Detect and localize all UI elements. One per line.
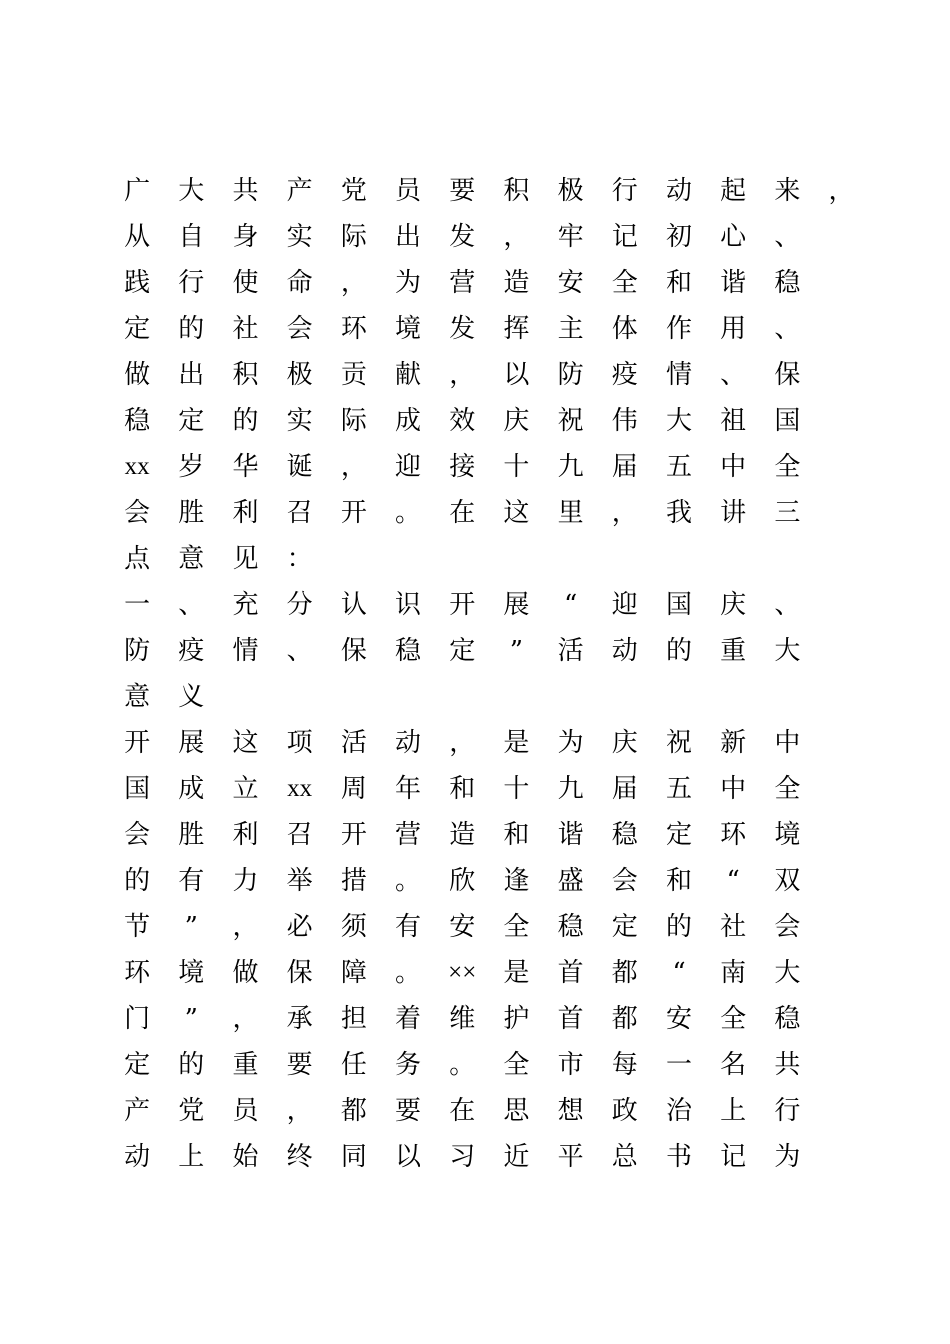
- text-char: 召: [286, 820, 313, 850]
- text-char: 在: [449, 498, 476, 528]
- text-char: 际: [340, 222, 367, 252]
- text-char: 员: [232, 1096, 259, 1126]
- text-char: 展: [178, 728, 205, 758]
- text-char: 谐: [720, 268, 747, 298]
- text-char: 见: [232, 544, 259, 574]
- text-char: 护: [503, 1004, 530, 1034]
- text-char: 境: [395, 314, 422, 344]
- text-char: 用: [720, 314, 747, 344]
- text-char: 牢: [557, 222, 584, 252]
- text-char: 九: [557, 452, 584, 482]
- text-char: 平: [557, 1142, 584, 1172]
- text-char: 门: [124, 1004, 151, 1034]
- text-char: 保: [774, 360, 801, 390]
- text-char: 盛: [557, 866, 584, 896]
- text-char: 十: [503, 774, 530, 804]
- text-line: [110, 168, 870, 214]
- text-char: 意: [124, 682, 151, 712]
- text-char: 会: [611, 866, 638, 896]
- text-char: 华: [232, 452, 259, 482]
- text-char: 上: [178, 1142, 205, 1172]
- text-char: 利: [232, 498, 259, 528]
- text-char: 迎: [611, 590, 638, 620]
- text-char: 祝: [665, 728, 692, 758]
- text-char: 在: [449, 1096, 476, 1126]
- text-char: 安: [557, 268, 584, 298]
- text-line: [110, 996, 870, 1042]
- text-line: [110, 720, 870, 766]
- text-char: 造: [503, 268, 530, 298]
- text-char: 和: [449, 774, 476, 804]
- text-char: ，: [340, 452, 367, 482]
- text-char: 和: [665, 866, 692, 896]
- text-char: 境: [774, 820, 801, 850]
- text-line: [110, 766, 870, 812]
- text-char: 欣: [449, 866, 476, 896]
- text-char: 党: [178, 1096, 205, 1126]
- text-char: 定: [611, 912, 638, 942]
- text-line: [110, 582, 870, 628]
- text-char: 里: [557, 498, 584, 528]
- text-line: [110, 628, 870, 674]
- text-char: 员: [395, 176, 422, 206]
- text-char: 心: [720, 222, 747, 252]
- text-char: 举: [286, 866, 313, 896]
- text-line: [110, 260, 870, 306]
- text-char: 岁: [178, 452, 205, 482]
- text-char: 定: [178, 406, 205, 436]
- text-char: 伟: [611, 406, 638, 436]
- text-char: 庆: [611, 728, 638, 758]
- text-char: 祖: [720, 406, 747, 436]
- text-char: 九: [557, 774, 584, 804]
- text-char: 的: [665, 636, 692, 666]
- text-char: 大: [774, 958, 801, 988]
- text-char: 、: [774, 590, 801, 620]
- text-char: 为: [395, 268, 422, 298]
- text-char: 。: [395, 866, 422, 896]
- text-char: 党: [340, 176, 367, 206]
- text-char: 的: [124, 866, 151, 896]
- text-char: 稳: [774, 1004, 801, 1034]
- text-char: 担: [340, 1004, 367, 1034]
- text-char: 稳: [124, 406, 151, 436]
- text-char: 中: [720, 452, 747, 482]
- text-char: 要: [395, 1096, 422, 1126]
- text-char: 有: [178, 866, 205, 896]
- text-char: 营: [449, 268, 476, 298]
- text-char: 措: [340, 866, 367, 896]
- text-char: 防: [557, 360, 584, 390]
- text-char: 市: [557, 1050, 584, 1080]
- text-char: ，: [503, 222, 530, 252]
- text-char: 稳: [557, 912, 584, 942]
- text-char: 发: [449, 222, 476, 252]
- text-char: 南: [720, 958, 747, 988]
- text-char: 以: [503, 360, 530, 390]
- text-char: 五: [665, 774, 692, 804]
- text-char: 重: [232, 1050, 259, 1080]
- text-char: 节: [124, 912, 151, 942]
- text-char: 社: [720, 912, 747, 942]
- text-char: 届: [611, 774, 638, 804]
- text-char: 中: [774, 728, 801, 758]
- text-char: 、: [178, 590, 205, 620]
- text-char: 环: [340, 314, 367, 344]
- text-char: 、: [774, 222, 801, 252]
- text-char: 上: [720, 1096, 747, 1126]
- text-line: [110, 904, 870, 950]
- text-char: 胜: [178, 820, 205, 850]
- text-line: [110, 674, 870, 720]
- text-char: 实: [286, 406, 313, 436]
- text-char: 国: [665, 590, 692, 620]
- text-char: ”: [184, 1004, 198, 1034]
- text-line: [110, 1042, 870, 1088]
- text-char: 名: [720, 1050, 747, 1080]
- text-char: 全: [774, 774, 801, 804]
- text-char: 的: [665, 912, 692, 942]
- text-char: 我: [665, 498, 692, 528]
- text-char: 共: [232, 176, 259, 206]
- text-char: 会: [774, 912, 801, 942]
- text-char: 定: [124, 1050, 151, 1080]
- text-char: 都: [611, 958, 638, 988]
- text-char: ，: [828, 176, 855, 206]
- text-char: 作: [665, 314, 692, 344]
- text-char: 稳: [611, 820, 638, 850]
- text-char: 极: [286, 360, 313, 390]
- text-char: 有: [395, 912, 422, 942]
- text-char: ，: [611, 498, 638, 528]
- text-char: 身: [232, 222, 259, 252]
- text-char: 挥: [503, 314, 530, 344]
- text-char: 主: [557, 314, 584, 344]
- text-char: 行: [611, 176, 638, 206]
- text-char: 须: [340, 912, 367, 942]
- text-char: 的: [178, 314, 205, 344]
- text-char: 发: [449, 314, 476, 344]
- text-char: 自: [178, 222, 205, 252]
- text-char: 大: [774, 636, 801, 666]
- text-line: [110, 1088, 870, 1134]
- text-char: 是: [503, 958, 530, 988]
- text-char: 展: [503, 590, 530, 620]
- text-char: ，: [232, 912, 259, 942]
- text-char: 动: [665, 176, 692, 206]
- text-char: 大: [178, 176, 205, 206]
- text-line: [110, 444, 870, 490]
- text-char: 起: [720, 176, 747, 206]
- text-char: 献: [395, 360, 422, 390]
- text-char: 首: [557, 958, 584, 988]
- text-char: 国: [124, 774, 151, 804]
- text-char: 会: [124, 498, 151, 528]
- text-line: [110, 214, 870, 260]
- text-char: 庆: [720, 590, 747, 620]
- text-char: 极: [557, 176, 584, 206]
- text-char: 会: [286, 314, 313, 344]
- text-char: 行: [774, 1096, 801, 1126]
- text-char: 活: [340, 728, 367, 758]
- text-char: 十: [503, 452, 530, 482]
- text-char: 、: [720, 360, 747, 390]
- text-char: 要: [286, 1050, 313, 1080]
- text-char: 维: [449, 1004, 476, 1034]
- text-char: 要: [449, 176, 476, 206]
- text-char: 点: [124, 544, 151, 574]
- text-char: 以: [395, 1142, 422, 1172]
- text-char: 力: [232, 866, 259, 896]
- text-char: 广: [124, 176, 151, 206]
- text-char: 安: [665, 1004, 692, 1034]
- text-char: 接: [449, 452, 476, 482]
- text-char: 、: [286, 636, 313, 666]
- text-line: [110, 1134, 870, 1180]
- text-char: 做: [124, 360, 151, 390]
- text-char: 近: [503, 1142, 530, 1172]
- text-char: 贡: [340, 360, 367, 390]
- text-line: [110, 858, 870, 904]
- text-char: 共: [774, 1050, 801, 1080]
- text-char: 这: [503, 498, 530, 528]
- text-char: 全: [720, 1004, 747, 1034]
- text-char: 开: [340, 498, 367, 528]
- text-char: ”: [509, 636, 524, 666]
- text-char: 务: [395, 1050, 422, 1080]
- text-char: 的: [232, 406, 259, 436]
- text-char: 项: [286, 728, 313, 758]
- text-char: ，: [232, 1004, 259, 1034]
- text-char: 疫: [611, 360, 638, 390]
- text-char: 做: [232, 958, 259, 988]
- text-char: 环: [720, 820, 747, 850]
- text-char: 和: [665, 268, 692, 298]
- text-char: 保: [286, 958, 313, 988]
- text-char: “: [672, 958, 686, 988]
- text-char: 全: [611, 268, 638, 298]
- text-char: 任: [340, 1050, 367, 1080]
- text-char: 三: [774, 498, 801, 528]
- text-char: 迎: [395, 452, 422, 482]
- text-char: 成: [178, 774, 205, 804]
- text-char: 初: [665, 222, 692, 252]
- text-char: 都: [340, 1096, 367, 1126]
- text-char: 出: [395, 222, 422, 252]
- text-char: 祝: [557, 406, 584, 436]
- text-char: ”: [184, 912, 198, 942]
- text-char: 、: [774, 314, 801, 344]
- text-char: 为: [774, 1142, 801, 1172]
- text-char: 召: [286, 498, 313, 528]
- text-char: 必: [286, 912, 313, 942]
- text-char: xx: [287, 775, 313, 802]
- text-char: 产: [286, 176, 313, 206]
- text-char: 命: [286, 268, 313, 298]
- text-char: 从: [124, 222, 151, 252]
- text-char: ，: [449, 728, 476, 758]
- text-char: 谐: [557, 820, 584, 850]
- text-char: 定: [665, 820, 692, 850]
- text-char: ，: [286, 1096, 313, 1126]
- text-char: 开: [449, 590, 476, 620]
- text-char: 情: [232, 636, 259, 666]
- text-char: 首: [557, 1004, 584, 1034]
- text-char: xx: [124, 453, 150, 480]
- text-char: 利: [232, 820, 259, 850]
- text-char: 总: [611, 1142, 638, 1172]
- text-char: 始: [232, 1142, 259, 1172]
- text-char: 国: [774, 406, 801, 436]
- text-char: “: [563, 590, 578, 620]
- text-char: 积: [232, 360, 259, 390]
- text-char: 全: [503, 1050, 530, 1080]
- text-char: 是: [503, 728, 530, 758]
- text-char: 防: [124, 636, 151, 666]
- text-char: 政: [611, 1096, 638, 1126]
- text-line: [110, 490, 870, 536]
- text-char: 践: [124, 268, 151, 298]
- text-char: 立: [232, 774, 259, 804]
- text-char: 着: [395, 1004, 422, 1034]
- text-char: 实: [286, 222, 313, 252]
- text-char: 新: [720, 728, 747, 758]
- text-char: 行: [178, 268, 205, 298]
- text-char: 承: [286, 1004, 313, 1034]
- text-char: 积: [503, 176, 530, 206]
- text-char: 为: [557, 728, 584, 758]
- text-char: 义: [178, 682, 205, 712]
- text-char: 思: [503, 1096, 530, 1126]
- text-char: 习: [449, 1142, 476, 1172]
- text-char: 会: [124, 820, 151, 850]
- text-char: ，: [340, 268, 367, 298]
- text-char: 诞: [286, 452, 313, 482]
- text-char: 稳: [774, 268, 801, 298]
- text-char: 体: [611, 314, 638, 344]
- text-char: 讲: [720, 498, 747, 528]
- text-char: 营: [395, 820, 422, 850]
- text-char: 使: [232, 268, 259, 298]
- text-char: 障: [340, 958, 367, 988]
- text-char: 。: [395, 958, 422, 988]
- text-char: 分: [286, 590, 313, 620]
- text-char: 开: [340, 820, 367, 850]
- text-char: 年: [395, 774, 422, 804]
- text-char: 双: [774, 866, 801, 896]
- text-char: 稳: [395, 636, 422, 666]
- text-char: 境: [178, 958, 205, 988]
- text-char: 重: [720, 636, 747, 666]
- text-char: 一: [124, 590, 151, 620]
- text-char: 届: [611, 452, 638, 482]
- text-char: 同: [340, 1142, 367, 1172]
- text-char: 情: [665, 360, 692, 390]
- text-char: 际: [340, 406, 367, 436]
- text-char: 周: [340, 774, 367, 804]
- text-char: 全: [503, 912, 530, 942]
- text-char: 胜: [178, 498, 205, 528]
- text-char: 效: [449, 406, 476, 436]
- text-char: 终: [286, 1142, 313, 1172]
- text-char: 治: [665, 1096, 692, 1126]
- text-char: 产: [124, 1096, 151, 1126]
- text-char: 动: [611, 636, 638, 666]
- text-char: 记: [720, 1142, 747, 1172]
- text-char: 造: [449, 820, 476, 850]
- text-line: [110, 950, 870, 996]
- text-char: 开: [124, 728, 151, 758]
- text-char: 每: [611, 1050, 638, 1080]
- text-char: 活: [557, 636, 584, 666]
- text-char: 成: [395, 406, 422, 436]
- text-char: 充: [232, 590, 259, 620]
- text-char: 。: [395, 498, 422, 528]
- text-char: 。: [449, 1050, 476, 1080]
- text-char: 出: [178, 360, 205, 390]
- text-char: ××: [448, 959, 477, 986]
- text-line: [110, 306, 870, 352]
- text-char: 记: [611, 222, 638, 252]
- text-char: ，: [449, 360, 476, 390]
- text-char: 动: [395, 728, 422, 758]
- text-char: 意: [178, 544, 205, 574]
- text-char: 和: [503, 820, 530, 850]
- text-line: [110, 352, 870, 398]
- text-char: 疫: [178, 636, 205, 666]
- text-char: 全: [774, 452, 801, 482]
- text-char: 庆: [503, 406, 530, 436]
- text-char: 大: [665, 406, 692, 436]
- text-char: 这: [232, 728, 259, 758]
- text-line: [110, 536, 870, 582]
- text-char: 保: [340, 636, 367, 666]
- text-char: 定: [449, 636, 476, 666]
- text-char: 安: [449, 912, 476, 942]
- text-char: 社: [232, 314, 259, 344]
- text-char: 定: [124, 314, 151, 344]
- text-char: 一: [665, 1050, 692, 1080]
- text-char: 都: [611, 1004, 638, 1034]
- text-char: 五: [665, 452, 692, 482]
- text-char: 的: [178, 1050, 205, 1080]
- text-char: 识: [395, 590, 422, 620]
- text-line: [110, 812, 870, 858]
- text-char: 逢: [503, 866, 530, 896]
- text-char: 环: [124, 958, 151, 988]
- text-char: 认: [340, 590, 367, 620]
- text-line: [110, 398, 870, 444]
- text-char: “: [726, 866, 740, 896]
- text-char: 想: [557, 1096, 584, 1126]
- text-char: 中: [720, 774, 747, 804]
- text-char: 书: [665, 1142, 692, 1172]
- text-char: ：: [286, 544, 313, 574]
- text-char: 来: [774, 176, 801, 206]
- text-char: 动: [124, 1142, 151, 1172]
